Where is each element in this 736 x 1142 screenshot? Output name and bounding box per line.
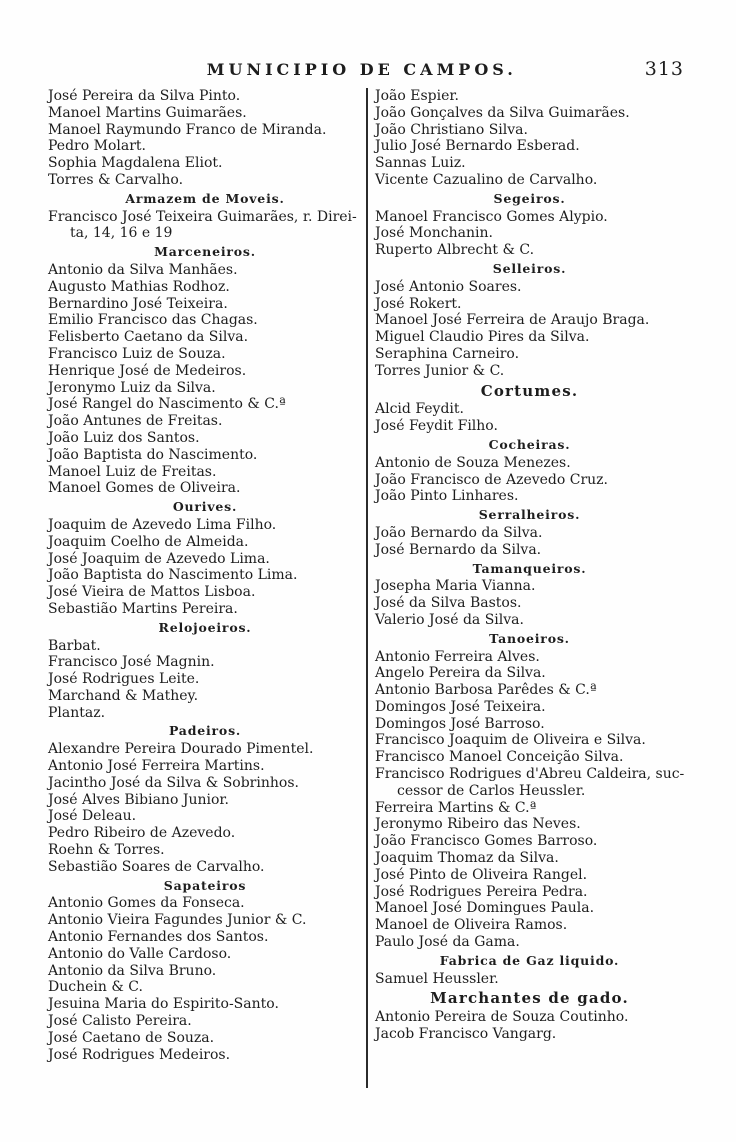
directory-entry xyxy=(375,296,714,313)
entry-line: Jeronymo Luiz da Silva. xyxy=(48,379,216,396)
directory-entry xyxy=(48,138,362,155)
entry-line: João Pinto Linhares. xyxy=(375,488,519,505)
directory-entry xyxy=(48,551,362,568)
entry-line: Alcid Feydit. xyxy=(375,401,464,418)
directory-entry xyxy=(48,979,362,996)
entry-line: José da Silva Bastos. xyxy=(375,595,522,612)
directory-entry xyxy=(48,312,362,329)
directory-entry xyxy=(48,363,362,380)
directory-entry xyxy=(375,1009,714,1026)
directory-entry xyxy=(375,312,714,329)
entry-line: Joaquim de Azevedo Lima Filho. xyxy=(48,516,277,533)
entry-line: Pedro Ribeiro de Azevedo. xyxy=(48,825,236,842)
directory-entry xyxy=(48,741,362,758)
directory-entry xyxy=(375,917,714,934)
directory-entry xyxy=(375,884,714,901)
entry-line: José Bernardo da Silva. xyxy=(375,541,542,558)
directory-entry xyxy=(375,800,714,817)
section-heading: Tanoeiros. xyxy=(489,630,570,646)
directory-entry xyxy=(48,775,362,792)
entry-line: Pedro Molart. xyxy=(48,138,146,155)
directory-entry xyxy=(375,242,714,259)
directory-entry xyxy=(48,1047,362,1064)
section-heading: Cocheiras. xyxy=(488,436,571,452)
directory-entry xyxy=(375,649,714,666)
entry-line: Sebastião Martins Pereira. xyxy=(48,600,238,617)
entry-line: Antonio de Souza Menezes. xyxy=(375,454,571,471)
section-heading: Selleiros. xyxy=(492,260,567,276)
directory-entry xyxy=(375,578,714,595)
directory-entry xyxy=(375,88,714,105)
entry-line: Francisco Rodrigues d'Abreu Caldeira, suc- xyxy=(375,766,685,783)
directory-entry xyxy=(48,859,362,876)
directory-entry xyxy=(375,665,714,682)
directory-entry xyxy=(48,534,362,551)
entry-line: José Pinto de Oliveira Rangel. xyxy=(375,866,588,883)
entry-line: Jesuina Maria do Espirito-Santo. xyxy=(48,996,279,1013)
entry-line: Emilio Francisco das Chagas. xyxy=(48,312,258,329)
entry-line: José Caetano de Souza. xyxy=(48,1029,215,1046)
entry-line: Francisco José Teixeira Guimarães, r. Direi- xyxy=(48,208,357,225)
directory-entry xyxy=(375,716,714,733)
section-heading: Relojoeiros. xyxy=(158,619,252,635)
entry-line: Francisco Joaquim de Oliveira e Silva. xyxy=(375,732,646,749)
entry-line: Manoel Martins Guimarães. xyxy=(48,104,247,121)
entry-line: José Joaquim de Azevedo Lima. xyxy=(48,550,270,567)
directory-entry xyxy=(375,1026,714,1043)
directory-entry xyxy=(375,682,714,699)
entry-line: Ferreira Martins & C.ª xyxy=(375,799,537,816)
entry-line: Bernardino José Teixeira. xyxy=(48,295,228,312)
entry-line: Julio José Bernardo Esberad. xyxy=(375,138,580,155)
directory-entry xyxy=(48,430,362,447)
page-header xyxy=(0,58,736,84)
entry-line: Antonio da Silva Bruno. xyxy=(48,962,217,979)
entry-line: Manoel de Oliveira Ramos. xyxy=(375,917,568,934)
section-heading: Fabrica de Gaz liquido. xyxy=(439,952,620,968)
entry-line: Ruperto Albrecht & C. xyxy=(375,242,535,259)
entry-line: Marchand & Mathey. xyxy=(48,687,199,704)
entry-line: Josepha Maria Vianna. xyxy=(375,578,536,595)
entry-line: Paulo José da Gama. xyxy=(375,934,520,951)
entry-line: José Monchanin. xyxy=(375,225,493,242)
page-number: 313 xyxy=(644,58,684,80)
entry-line: José Pereira da Silva Pinto. xyxy=(48,88,241,104)
directory-entry xyxy=(48,996,362,1013)
entry-line: Manoel José Ferreira de Araujo Braga. xyxy=(375,312,650,329)
directory-entry xyxy=(375,749,714,766)
entry-line: João Antunes de Freitas. xyxy=(48,413,223,430)
entry-line: Vicente Cazualino de Carvalho. xyxy=(375,171,598,188)
entry-line: Antonio Pereira de Souza Coutinho. xyxy=(375,1009,629,1026)
entry-line: José Deleau. xyxy=(48,808,137,825)
directory-entry xyxy=(48,480,362,497)
directory-entry xyxy=(375,732,714,749)
directory-entry xyxy=(375,900,714,917)
entry-line: Seraphina Carneiro. xyxy=(375,345,520,362)
directory-entry xyxy=(375,172,714,189)
entry-line: Sebastião Soares de Carvalho. xyxy=(48,858,265,875)
column-left xyxy=(48,88,366,1088)
entry-line: João Baptista do Nascimento. xyxy=(48,446,258,463)
directory-entry xyxy=(48,758,362,775)
directory-entry xyxy=(48,122,362,139)
section-heading: Tamanqueiros. xyxy=(472,560,587,576)
entry-line: João Luiz dos Santos. xyxy=(48,429,200,446)
directory-entry xyxy=(48,792,362,809)
directory-entry xyxy=(48,671,362,688)
entry-line: João Baptista do Nascimento Lima. xyxy=(48,567,298,584)
directory-entry xyxy=(375,850,714,867)
entry-line: Antonio Ferreira Alves. xyxy=(375,648,540,665)
directory-entry xyxy=(375,699,714,716)
entry-line: Domingos José Teixeira. xyxy=(375,698,546,715)
directory-entry xyxy=(375,401,714,418)
entry-line: João Francisco Gomes Barroso. xyxy=(375,833,598,850)
directory-entry xyxy=(375,472,714,489)
entry-line: Torres & Carvalho. xyxy=(48,171,184,188)
entry-line: Sannas Luiz. xyxy=(375,155,466,172)
entry-line: Joaquim Coelho de Almeida. xyxy=(48,533,249,550)
entry-line: Jeronymo Ribeiro das Neves. xyxy=(375,816,581,833)
section-heading: Cortumes. xyxy=(480,381,579,400)
directory-entry xyxy=(48,1013,362,1030)
directory-entry xyxy=(48,396,362,413)
directory-entry xyxy=(375,934,714,951)
entry-line: Francisco Manoel Conceição Silva. xyxy=(375,749,624,766)
directory-entry xyxy=(48,296,362,313)
directory-entry xyxy=(48,567,362,584)
directory-entry xyxy=(48,105,362,122)
entry-line: João Bernardo da Silva. xyxy=(375,524,543,541)
directory-entry xyxy=(375,418,714,435)
entry-line: Joaquim Thomaz da Silva. xyxy=(375,850,559,867)
directory-entry xyxy=(48,517,362,534)
entry-line: ta, 14, 16 e 19 xyxy=(70,225,173,242)
entry-line: José Rokert. xyxy=(375,295,462,312)
entry-line: José Rodrigues Pereira Pedra. xyxy=(375,883,588,900)
entry-line: Sophia Magdalena Eliot. xyxy=(48,155,223,172)
entry-line: Felisberto Caetano da Silva. xyxy=(48,329,249,346)
entry-line: Samuel Heussler. xyxy=(375,970,499,987)
entry-line: Manoel Gomes de Oliveira. xyxy=(48,480,241,497)
entry-line: Francisco Luiz de Souza. xyxy=(48,345,226,362)
directory-entry xyxy=(375,833,714,850)
entry-line: José Rodrigues Leite. xyxy=(48,671,200,688)
entry-line: Domingos José Barroso. xyxy=(375,715,545,732)
directory-entry xyxy=(48,705,362,722)
directory-entry xyxy=(375,225,714,242)
entry-line: José Alves Bibiano Junior. xyxy=(48,791,229,808)
entry-line: João Gonçalves da Silva Guimarães. xyxy=(375,104,630,121)
directory-entry xyxy=(48,380,362,397)
section-heading: Marceneiros. xyxy=(154,244,256,260)
entry-line: Torres Junior & C. xyxy=(375,362,505,379)
entry-line: Antonio da Silva Manhães. xyxy=(48,261,238,278)
section-heading: Padeiros. xyxy=(168,723,242,739)
entry-line: Plantaz. xyxy=(48,704,106,721)
entry-line: Manoel Francisco Gomes Alypio. xyxy=(375,208,608,225)
column-right xyxy=(366,88,714,1088)
directory-entry xyxy=(48,413,362,430)
directory-entry xyxy=(48,329,362,346)
entry-line: José Vieira de Mattos Lisboa. xyxy=(48,584,256,601)
directory-entry xyxy=(375,595,714,612)
directory-entry xyxy=(48,346,362,363)
directory-entry xyxy=(48,946,362,963)
directory-entry xyxy=(375,138,714,155)
directory-entry xyxy=(48,688,362,705)
entry-line: Antonio Gomes da Fonseca. xyxy=(48,895,245,912)
directory-entry xyxy=(375,279,714,296)
section-heading: Marchantes de gado. xyxy=(430,989,629,1008)
directory-entry xyxy=(375,209,714,226)
entry-line: Henrique José de Medeiros. xyxy=(48,362,247,379)
directory-entry xyxy=(48,88,362,105)
entry-line: Jacob Francisco Vangarg. xyxy=(375,1026,557,1043)
entry-line: Antonio do Valle Cardoso. xyxy=(48,945,232,962)
two-column-text-block xyxy=(48,88,714,1088)
entry-line: Angelo Pereira da Silva. xyxy=(375,665,546,682)
directory-entry xyxy=(375,455,714,472)
entry-line: Manoel Raymundo Franco de Miranda. xyxy=(48,121,327,138)
directory-entry xyxy=(48,842,362,859)
entry-line: Duchein & C. xyxy=(48,979,143,996)
entry-line: Antonio Vieira Fagundes Junior & C. xyxy=(48,912,307,929)
entry-line: José Rangel do Nascimento & C.ª xyxy=(48,396,286,413)
entry-line: Antonio Fernandes dos Santos. xyxy=(48,929,269,946)
page-title: MUNICIPIO DE CAMPOS. xyxy=(206,60,517,79)
section-heading: Ourives. xyxy=(172,499,238,515)
entry-line: Augusto Mathias Rodhoz. xyxy=(48,278,230,295)
directory-entry xyxy=(48,209,362,243)
entry-line: Miguel Claudio Pires da Silva. xyxy=(375,329,590,346)
entry-line: Manoel José Domingues Paula. xyxy=(375,900,595,917)
entry-line: José Rodrigues Medeiros. xyxy=(48,1046,231,1063)
entry-line: José Feydit Filho. xyxy=(375,418,498,435)
entry-line: Jacintho José da Silva & Sobrinhos. xyxy=(48,774,299,791)
directory-entry xyxy=(48,963,362,980)
directory-entry xyxy=(375,816,714,833)
directory-entry xyxy=(375,766,714,800)
entry-line: José Antonio Soares. xyxy=(375,278,522,295)
directory-entry xyxy=(48,895,362,912)
directory-entry xyxy=(48,584,362,601)
directory-entry xyxy=(375,971,714,988)
directory-entry xyxy=(48,808,362,825)
entry-line: Barbat. xyxy=(48,637,101,654)
directory-entry xyxy=(375,346,714,363)
entry-line: Manoel Luiz de Freitas. xyxy=(48,463,217,480)
entry-line: João Christiano Silva. xyxy=(375,121,528,138)
directory-entry xyxy=(48,464,362,481)
entry-line: João Francisco de Azevedo Cruz. xyxy=(375,471,609,488)
directory-entry xyxy=(375,525,714,542)
directory-entry xyxy=(375,488,714,505)
directory-entry xyxy=(48,638,362,655)
entry-line: Valerio José da Silva. xyxy=(375,611,524,628)
directory-entry xyxy=(48,654,362,671)
entry-line: Antonio Barbosa Parêdes & C.ª xyxy=(375,682,597,699)
directory-entry xyxy=(375,155,714,172)
directory-entry xyxy=(48,172,362,189)
directory-entry xyxy=(375,105,714,122)
entry-line: Francisco José Magnin. xyxy=(48,654,215,671)
entry-line: cessor de Carlos Heussler. xyxy=(397,782,586,799)
directory-entry xyxy=(375,363,714,380)
entry-line: José Calisto Pereira. xyxy=(48,1013,192,1030)
directory-entry xyxy=(375,122,714,139)
section-heading: Sapateiros xyxy=(163,877,247,893)
directory-entry xyxy=(375,542,714,559)
directory-entry xyxy=(375,867,714,884)
directory-entry xyxy=(48,447,362,464)
entry-line: Roehn & Torres. xyxy=(48,842,165,859)
entry-line: Alexandre Pereira Dourado Pimentel. xyxy=(48,741,314,758)
directory-entry xyxy=(48,912,362,929)
directory-entry xyxy=(48,279,362,296)
directory-entry xyxy=(48,155,362,172)
directory-entry xyxy=(48,929,362,946)
section-heading: Armazem de Moveis. xyxy=(125,190,285,206)
directory-entry xyxy=(375,612,714,629)
directory-entry xyxy=(48,262,362,279)
directory-entry xyxy=(48,601,362,618)
section-heading: Segeiros. xyxy=(493,190,566,206)
directory-entry xyxy=(48,825,362,842)
entry-line: Antonio José Ferreira Martins. xyxy=(48,758,265,775)
entry-line: João Espier. xyxy=(375,88,459,104)
directory-entry xyxy=(375,329,714,346)
directory-entry xyxy=(48,1030,362,1047)
section-heading: Serralheiros. xyxy=(478,507,581,523)
